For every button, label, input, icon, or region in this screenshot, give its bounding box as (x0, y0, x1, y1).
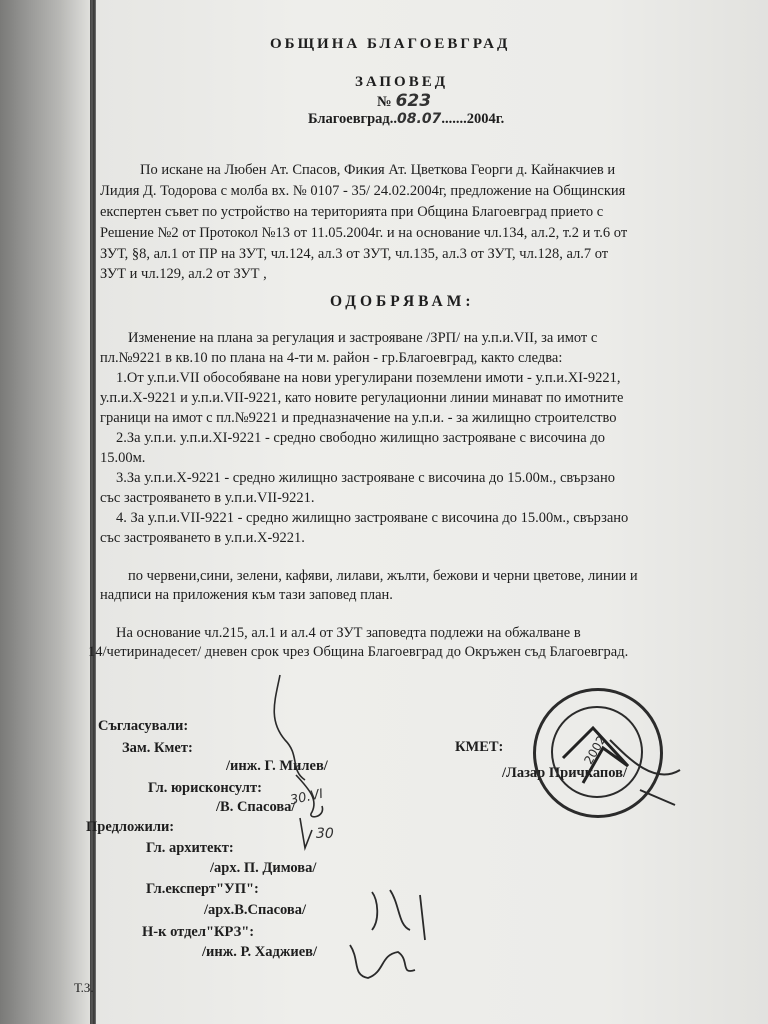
body-line: 1.От у.п.и.VII обособяване на нови урегулирани поземлени имоти - у.п.и.XI-9221, (116, 370, 621, 386)
official-stamp (533, 688, 663, 818)
body-line: граници на имот с пл.№9221 и предназначение на у.п.и. - за жилищно строителство (100, 410, 617, 426)
architect-name: /арх. П. Димова/ (210, 860, 317, 876)
doc-type-title: ЗАПОВЕД (355, 74, 449, 90)
body-line: 4. За у.п.и.VII-9221 - средно жилищно застрояване с височина до 15.00м., свързано (116, 510, 629, 526)
municipality-title: ОБЩИНА БЛАГОЕВГРАД (270, 36, 511, 52)
place-name: Благоевград (308, 111, 390, 127)
order-year: 2004г. (466, 111, 505, 127)
colors-line: надписи на приложения към тази заповед план. (100, 587, 393, 603)
legal-handwritten-date: 30.VI (288, 786, 325, 809)
legal-label: Гл. юрисконсулт: (148, 780, 262, 796)
dept-head-name: /инж. Р. Хаджиев/ (202, 944, 318, 960)
order-number-prefix: № (377, 94, 392, 110)
expert-signature (372, 890, 425, 940)
body-line: със застрояването в у.п.и.Х-9221. (100, 530, 305, 546)
preamble-line: ЗУТ, §8, ал.1 от ПР на ЗУТ, чл.124, ал.3 от ЗУТ, чл.135, ал.3 от ЗУТ, чл.128, ал.7 от (100, 246, 609, 262)
architect-handwritten-date: 30 (316, 826, 334, 842)
dept-head-signature (350, 945, 415, 978)
deputy-mayor-label: Зам. Кмет: (122, 740, 193, 756)
dept-head-label: Н-к отдел"КРЗ": (142, 924, 255, 940)
architect-signature (300, 818, 312, 848)
proposed-label: Предложили: (86, 819, 175, 835)
preamble-line: Лидия Д. Тодорова с молба вх. № 0107 - 35/ 24.02.2004г, предложение на Общинския (100, 183, 626, 199)
agreed-label: Съгласували: (98, 718, 189, 734)
order-number (377, 91, 431, 111)
footer-initials: Т.З. (74, 980, 94, 995)
mayor-name: /Лазар Причкапов/ (502, 765, 628, 781)
preamble-line: Решение №2 от Протокол №13 от 11.05.2004г. и на основание чл.134, ал.2, т.2 и т.6 от (100, 225, 628, 241)
mayor-label: КМЕТ: (455, 739, 504, 755)
body-line: 3.За у.п.и.Х-9221 - средно жилищно застрояване с височина до 15.00м., свързано (116, 470, 616, 486)
expert-name: /арх.В.Спасова/ (204, 902, 307, 918)
stamp-year: 2002 (581, 733, 609, 767)
place-date-line: Благоевград..08.07.......2004г. (308, 111, 505, 127)
body-line: 15.00м. (100, 450, 146, 466)
body-line: Изменение на плана за регулация и застрояване /ЗРП/ на у.п.и.VII, за имот с (128, 330, 598, 346)
preamble-line: ЗУТ и чл.129, ал.2 от ЗУТ , (100, 266, 267, 282)
architect-label: Гл. архитект: (146, 840, 234, 856)
order-number-handwritten: 623 (395, 91, 432, 111)
preamble-line: експертен съвет по устройство на територията при Община Благоевград прието с (100, 204, 604, 220)
body-line: със застрояването в у.п.и.VII-9221. (100, 490, 315, 506)
colors-line: по червени,сини, зелени, кафяви, лилави, жълти, бежови и черни цветове, линии и (128, 568, 638, 584)
date-handwritten: 08.07 (397, 111, 442, 127)
stamp-graphics (533, 688, 657, 812)
appeal-line: 14/четиринадесет/ дневен срок чрез Община Благоевград до Окръжен съд Благоевград. (88, 644, 629, 660)
body-line: 2.За у.п.и. у.п.и.XI-9221 - средно свободно жилищно застрояване с височина до (116, 430, 605, 446)
expert-label: Гл.експерт"УП": (146, 881, 259, 897)
body-line: пл.№9221 в кв.10 по плана на 4-ти м. район - гр.Благоевград, както следва: (100, 350, 563, 366)
preamble-line: По искане на Любен Ат. Спасов, Фикия Ат. Цветкова Георги д. Кайнакчиев и (140, 162, 616, 178)
body-line: у.п.и.Х-9221 и у.п.и.VII-9221, като новите регулационни линии минават по имотните (100, 390, 624, 406)
deputy-mayor-name: /инж. Г. Милев/ (226, 758, 328, 774)
approve-heading: ОДОБРЯВАМ: (330, 293, 475, 310)
appeal-line: На основание чл.215, ал.1 и ал.4 от ЗУТ заповедта подлежи на обжалване в (116, 625, 581, 641)
legal-name: /В. Спасова/ (216, 799, 296, 815)
